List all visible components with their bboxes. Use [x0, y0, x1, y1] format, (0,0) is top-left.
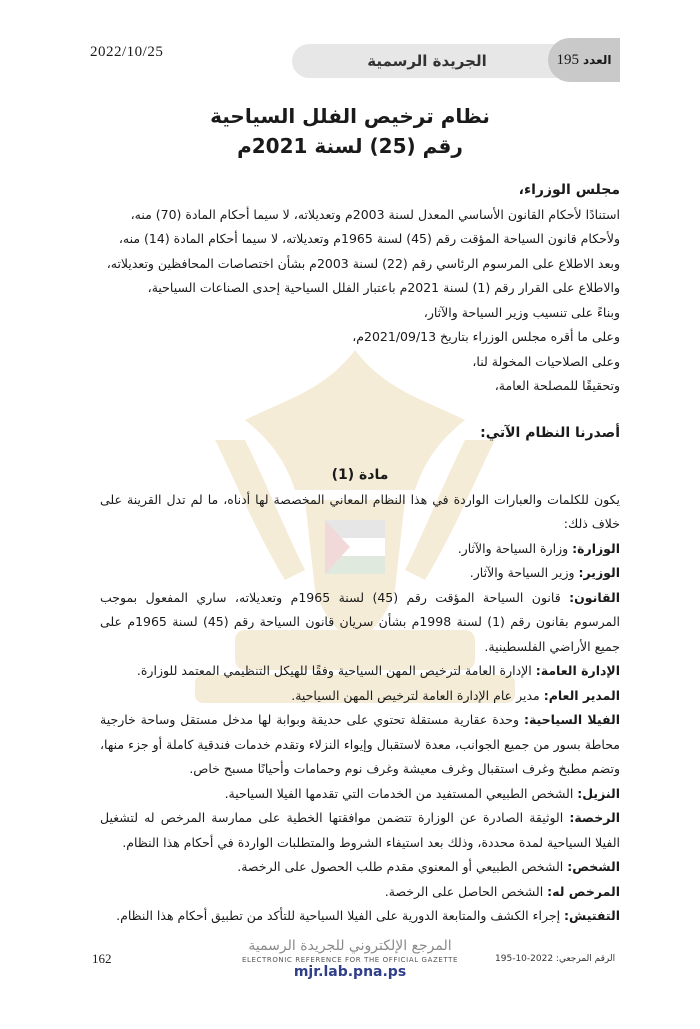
- definition-text: إجراء الكشف والمتابعة الدورية على الفيلا السياحية للتأكد من تطبيق أحكام هذا النظام.: [116, 908, 565, 923]
- preamble-line: والاطلاع على القرار رقم (1) لسنة 2021م باعتبار الفلل السياحية إحدى الصناعات السياحية،: [147, 280, 620, 295]
- definition-item: [100, 806, 620, 855]
- definition-item: [100, 855, 620, 880]
- definition-term: التفتيش:: [564, 908, 620, 923]
- preamble-line: وبعد الاطلاع على المرسوم الرئاسي رقم (22) لسنة 2003م بشأن اختصاصات المحافظين وتعديلاته،: [106, 255, 620, 271]
- preamble-line: وعلى الصلاحيات المخولة لنا،: [472, 353, 620, 369]
- page-number: 162: [92, 951, 112, 966]
- footer-brand-english: ELECTRONIC REFERENCE FOR THE OFFICIAL GAZETTE: [241, 956, 459, 964]
- definition-text: الوثيقة الصادرة عن الوزارة تتضمن موافقتها الخطية على ممارسة المرخص له لتشغيل الفيلا السياحية لمدة محددة، وذلك بعد استيفاء الشروط والمتطلبات الواردة في أحكام هذا النظام.: [100, 810, 620, 850]
- definition-text: الشخص الحاصل على الرخصة.: [384, 883, 548, 899]
- definition-term: الوزير:: [578, 565, 620, 580]
- footer-url[interactable]: mjr.lab.pna.ps: [293, 964, 407, 980]
- council-heading: مجلس الوزراء،: [518, 182, 620, 198]
- preamble-line: استنادًا لأحكام القانون الأساسي المعدل لسنة 2003م وتعديلاته، لا سيما أحكام المادة (70) منه،: [130, 206, 620, 222]
- definition-term: الفيلا السياحية:: [523, 712, 620, 727]
- definition-text: الإدارة العامة لترخيص المهن السياحية وفقًا للهيكل التنظيمي المعتمد للوزارة.: [136, 663, 536, 678]
- definition-item: [100, 659, 620, 684]
- definition-term: الرخصة:: [569, 810, 620, 825]
- definition-term: المرخص له:: [547, 883, 620, 899]
- issue-label: العدد: [583, 53, 612, 67]
- article-intro: يكون للكلمات والعبارات الواردة في هذا النظام المعاني المخصصة لها أدناه، ما لم تدل القرينة على خلاف ذلك:: [100, 491, 620, 531]
- definition-item: [100, 904, 620, 929]
- definition-text: مدير عام الإدارة العامة لترخيص المهن السياحية.: [291, 687, 544, 703]
- preamble-line: وعلى ما أقره مجلس الوزراء بتاريخ 2021/09/13م،: [352, 329, 620, 344]
- definition-text: الشخص الطبيعي أو المعنوي مقدم طلب الحصول على الرخصة.: [237, 859, 568, 874]
- issued-statement: أصدرنا النظام الآتي:: [480, 424, 620, 441]
- definition-text: وزير السياحة والآثار.: [469, 565, 579, 580]
- definition-text: قانون السياحة المؤقت رقم (45) لسنة 1965م وتعديلاته، ساري المفعول بموجب المرسوم بقانون رقم (1) لسنة 1998م بشأن سريان قانون السياحة رقم (45) لسنة 1965م على جميع الأراضي الفلسطينية.: [100, 589, 620, 654]
- article-heading: مادة (1): [331, 467, 389, 483]
- definition-term: الإدارة العامة:: [535, 663, 620, 678]
- footer-brand: [240, 938, 460, 980]
- preamble-line: ولأحكام قانون السياحة المؤقت رقم (45) لسنة 1965م وتعديلاته، لا سيما أحكام المادة (14) منه،: [118, 231, 620, 246]
- definition-item: [100, 586, 620, 660]
- issue-number: 195: [556, 51, 580, 68]
- definition-term: المدير العام:: [543, 687, 620, 703]
- definition-item: [100, 880, 620, 905]
- header-date: 2022/10/25: [90, 44, 164, 60]
- definition-item: [100, 708, 620, 782]
- definition-item: [100, 537, 620, 562]
- header-issue-badge: [548, 38, 620, 82]
- regulation-title: نظام ترخيص الفلل السياحية: [210, 104, 490, 128]
- document-body: [100, 178, 620, 929]
- definition-term: النزيل:: [577, 785, 620, 801]
- definition-item: [100, 684, 620, 709]
- footer-brand-arabic: المرجع الإلكتروني للجريدة الرسمية: [248, 938, 452, 954]
- definition-item: [100, 561, 620, 586]
- regulation-number: رقم (25) لسنة 2021م: [237, 134, 463, 158]
- definition-text: الشخص الطبيعي المستفيد من الخدمات التي تقدمها الفيلا السياحية.: [224, 785, 578, 801]
- header-gazette-name: الجريدة الرسمية: [367, 52, 487, 70]
- definition-term: الشخص:: [567, 859, 620, 874]
- definition-item: [100, 782, 620, 807]
- definition-text: وحدة عقارية مستقلة تحتوي على حديقة وبوابة لها مدخل مستقل وساحة خارجية محاطة بسور من جميع الجوانب، معدة لاستقبال وإيواء النزلاء وتقدم خدمات فندقية كاملة أو جزء منها، وتضم مطبخ وغرف استقبال وغرف معيشة وغرف نوم وحمامات وأحيانًا مسبح خاص.: [100, 712, 620, 776]
- definition-term: القانون:: [569, 589, 620, 605]
- header-gazette-band: [292, 44, 562, 78]
- definition-text: وزارة السياحة والآثار.: [457, 540, 573, 556]
- preamble-line: وتحقيقًا للمصلحة العامة،: [494, 378, 620, 393]
- footer-reference: الرقم المرجعي: 2022-10-195: [495, 954, 616, 964]
- definition-term: الوزارة:: [572, 540, 620, 556]
- preamble-line: وبناءً على تنسيب وزير السياحة والآثار،: [423, 304, 620, 320]
